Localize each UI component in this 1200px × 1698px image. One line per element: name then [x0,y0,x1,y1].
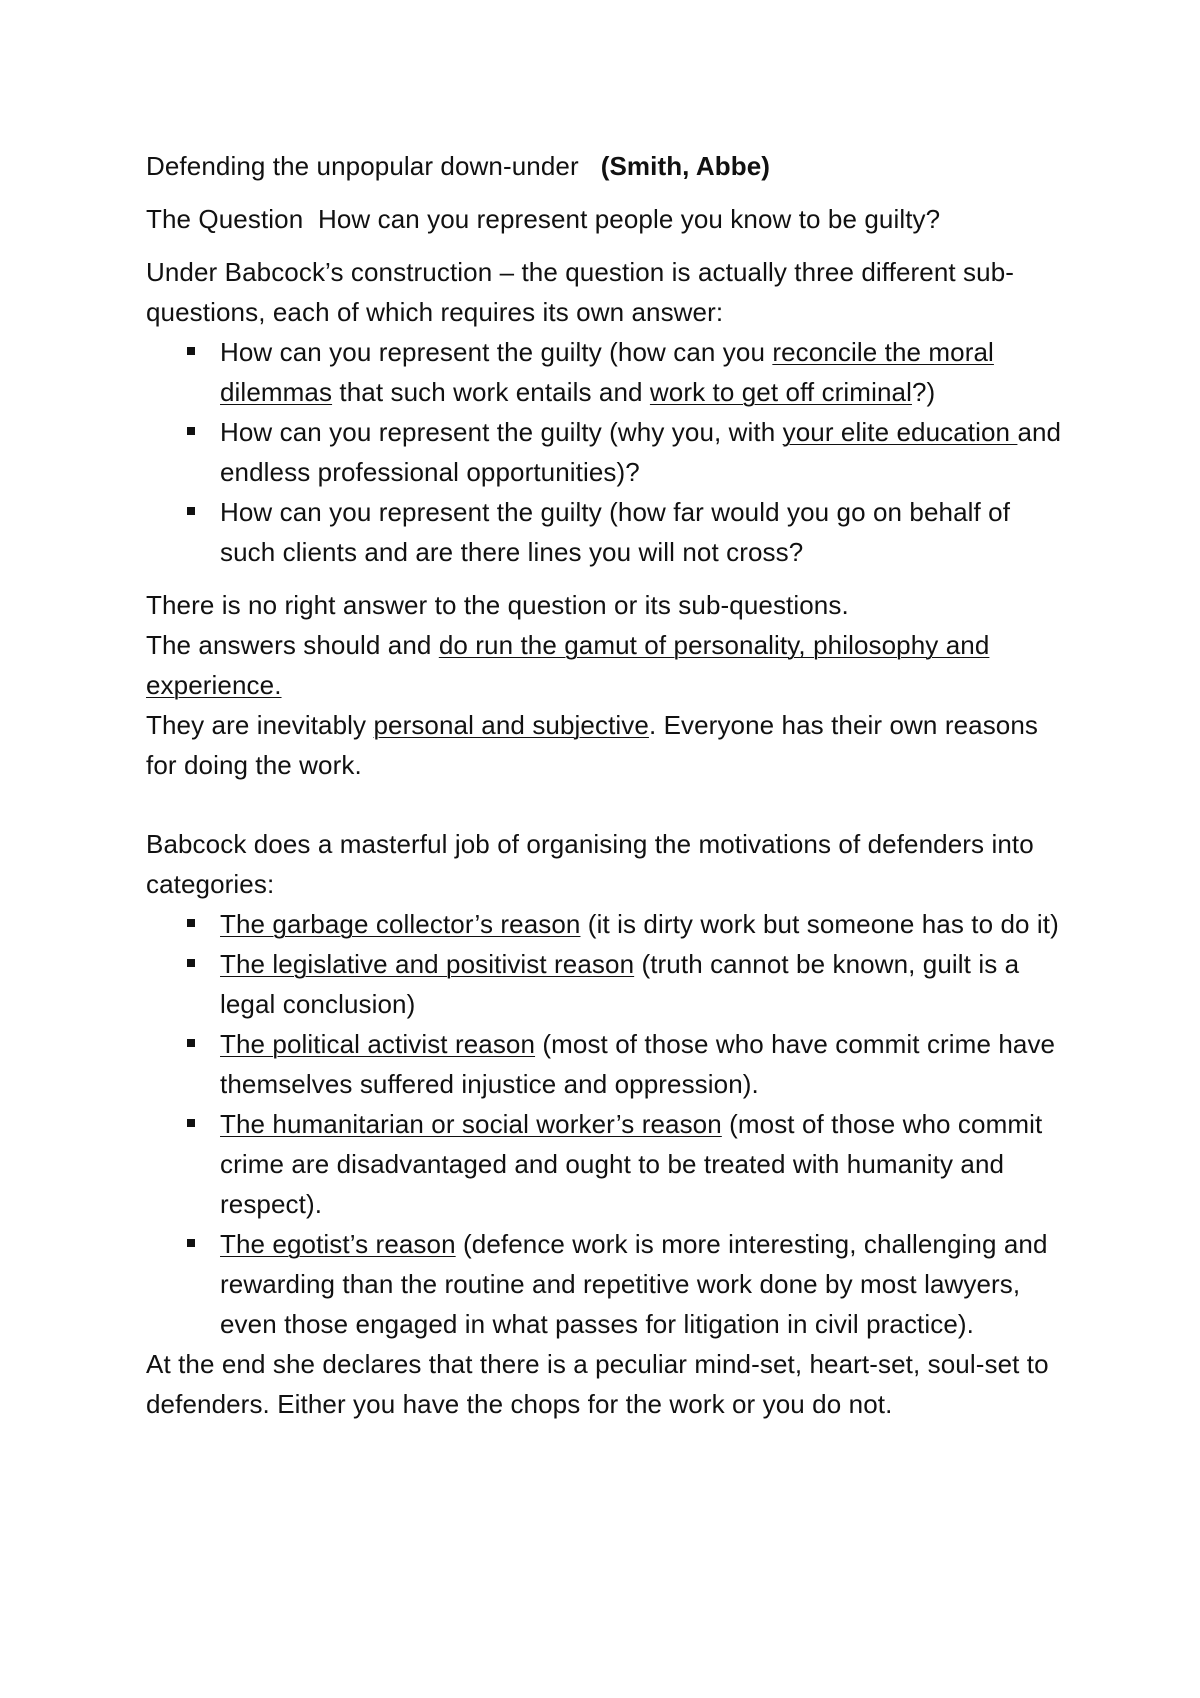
square-bullet-icon [187,347,195,355]
square-bullet-icon [187,427,195,435]
subquestion-text: How can you represent the guilty (how far would you go on behalf of such clients and are there lines you will not cross? [220,497,1011,567]
category-item [146,1104,1066,1224]
paragraph-personal [146,705,1066,785]
paragraph-text: The answers should and [146,630,439,660]
subquestion-item [146,492,1066,572]
question-label: The Question [146,204,304,234]
category-description: (it is dirty work but someone has to do it) [580,909,1059,939]
paragraph-text: They are inevitably [146,710,374,740]
category-item [146,904,1066,944]
square-bullet-icon [187,1039,195,1047]
intro-paragraph: Under Babcock’s construction – the question is actually three different sub-questions, each of which requires its own answer: [146,257,1015,327]
category-title: The garbage collector’s reason [220,909,581,939]
subquestion-list [146,332,1066,572]
square-bullet-icon [187,919,195,927]
title-text: Defending the unpopular down-under [146,151,579,181]
paragraph-gamut [146,625,1066,705]
document-body [146,146,1066,1424]
paragraph-babcock: Babcock does a masterful job of organising the motivations of defenders into categories: [146,829,1034,899]
square-bullet-icon [187,507,195,515]
category-item [146,1024,1066,1104]
paragraph-underlined: do run the gamut of personality, philosophy and experience. [146,630,990,700]
category-title: The legislative and positivist reason [220,949,635,979]
subquestion-text: How can you represent the guilty (why you, with [220,417,783,447]
question-line [146,199,1066,239]
category-description: (most of those who have commit crime have themselves suffered injustice and oppression). [220,1029,1056,1099]
subquestion-item [146,332,1066,412]
category-description: (most of those who commit crime are disadvantaged and ought to be treated with humanity and respect). [220,1109,1043,1219]
category-item [146,1224,1066,1344]
paragraph-text: . Everyone has their own reasons for doing the work. [146,710,1039,780]
category-title: The egotist’s reason [220,1229,456,1259]
document-title [146,146,1066,186]
square-bullet-icon [187,1239,195,1247]
category-description: (truth cannot be known, guilt is a legal conclusion) [220,949,1020,1019]
subquestion-underlined: your elite education [782,417,1018,447]
question-text: How can you represent people you know to be guilty? [317,204,941,234]
conclusion-paragraph: At the end she declares that there is a peculiar mind-set, heart-set, soul-set to defenders. Either you have the chops for the work or you do not. [146,1349,1049,1419]
title-authors: (Smith, Abbe) [600,151,771,181]
subquestion-item [146,412,1066,492]
category-description: (defence work is more interesting, challenging and rewarding than the routine and repetitive work done by most lawyers, even those engaged in what passes for litigation in civil practice). [220,1229,1048,1339]
subquestion-text: How can you represent the guilty (how can you [220,337,773,367]
category-title: The political activist reason [220,1029,536,1059]
paragraph-underlined: personal and subjective [373,710,649,740]
square-bullet-icon [187,959,195,967]
category-list [146,904,1066,1344]
square-bullet-icon [187,1119,195,1127]
paragraph-no-right-answer: There is no right answer to the question or its sub-questions. [146,590,849,620]
subquestion-text: and endless professional opportunities)? [220,417,1062,487]
category-item [146,944,1066,1024]
category-title: The humanitarian or social worker’s reason [220,1109,722,1139]
subquestion-underlined: work to get off criminal [649,377,912,407]
subquestion-text: that such work entails and [332,377,650,407]
subquestion-text: ?) [911,377,936,407]
subquestion-underlined: reconcile the moral dilemmas [220,337,994,407]
